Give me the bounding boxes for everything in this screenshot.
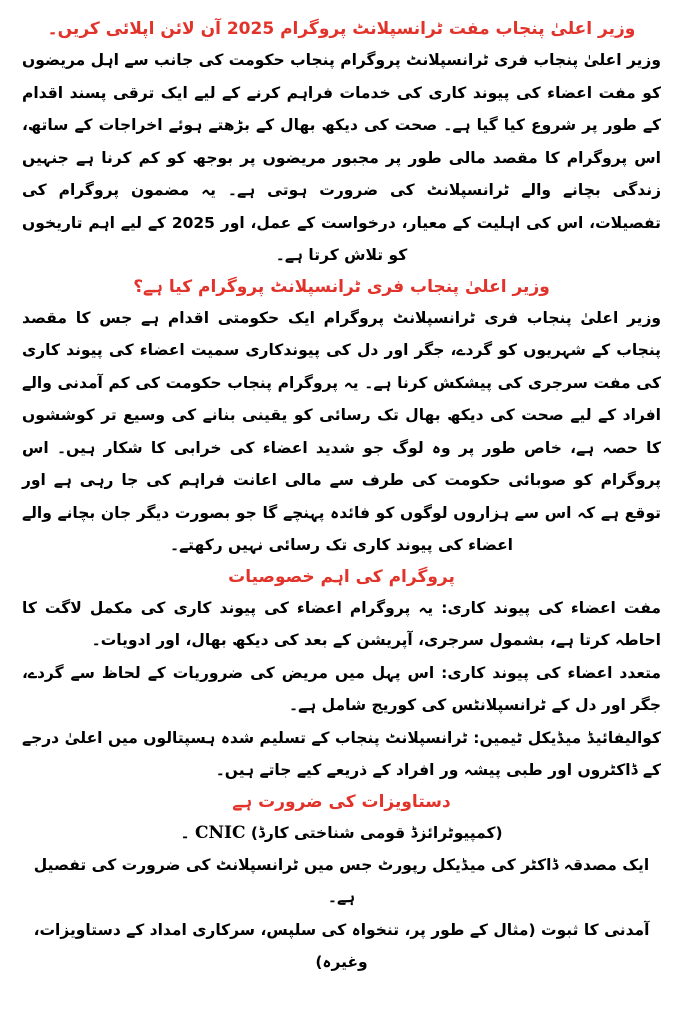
document-cnic [22,817,661,849]
document-income-proof: آمدنی کا ثبوت (مثال کے طور پر، تنخواہ کی سلپس، سرکاری امداد کے دستاویزات، وغیرہ) [33,920,650,971]
cnic-dash: ۔ [180,823,190,842]
section-heading-what-is: وزیر اعلیٰ پنجاب فری ٹرانسپلانٹ پروگرام کیا ہے؟ [133,276,550,297]
feature-medical-teams: کوالیفائیڈ میڈیکل ٹیمیں: ٹرانسپلانٹ پنجاب کے تسلیم شدہ ہسپتالوں میں اعلیٰ درجے کے ڈاکٹروں اور طبی پیشہ ور افراد کے ذریعے کیے جاتے ہیں۔ [22,728,661,779]
cnic-label: CNIC [194,822,246,843]
section-heading-features: پروگرام کی اہم خصوصیات [228,566,455,587]
document-medical-report: ایک مصدقہ ڈاکٹر کی میڈیکل رپورٹ جس میں ٹرانسپلانٹ کی ضرورت کی تفصیل ہے۔ [33,855,650,906]
cnic-description: (کمپیوٹرائزڈ قومی شناختی کارڈ) [250,823,503,842]
intro-paragraph: وزیر اعلیٰ پنجاب فری ٹرانسپلانٹ پروگرام پنجاب حکومت کی جانب سے اہل مریضوں کو مفت اعضاء کی پیوند کاری کی خدمات فراہم کرنے کے لیے ایک ترقی پسند اقدام کے طور پر شروع کیا گیا ہے۔ صحت کی دیکھ بھال کے بڑھتے ہوئے اخراجات کے ساتھ، اس پروگرام کا مقصد مالی طور پر مجبور مریضوں پر بوجھ کو کم کرنا ہے جنہیں زندگی بچانے والے ٹرانسپلانٹ کی ضرورت ہوتی ہے۔ یہ مضمون پروگرام کی تفصیلات، اس کی اہلیت کے معیار، درخواست کے عمل، اور 2025 کے لیے اہم تاریخوں کو تلاش کرتا ہے۔ [22,51,661,264]
what-is-paragraph: وزیر اعلیٰ پنجاب فری ٹرانسپلانٹ پروگرام ایک حکومتی اقدام ہے جس کا مقصد پنجاب کے شہریوں کو گردے، جگر اور دل کی پیوندکاری سمیت اعضاء کی پیوند کاری کی مفت سرجری کی پیشکش کرنا ہے۔ یہ پروگرام پنجاب حکومت کی کم آمدنی والے افراد کے لیے صحت کی دیکھ بھال تک رسائی کو یقینی بنانے کی وسیع تر کوششوں کا حصہ ہے، خاص طور پر وہ لوگ جو شدید اعضاء کی خرابی کا شکار ہیں۔ اس پروگرام کو صوبائی حکومت کی طرف سے مالی اعانت فراہم کی جا رہی ہے اور توقع ہے کہ اس سے ہزاروں لوگوں کو فائدہ پہنچے گا جو بصورت دیگر جان بچانے والے اعضاء کی پیوند کاری تک رسائی نہیں رکھتے۔ [22,308,661,554]
section-heading-documents: دستاویزات کی ضرورت ہے [232,791,451,812]
feature-free-transplant: مفت اعضاء کی پیوند کاری: یہ پروگرام اعضاء کی پیوند کاری کی مکمل لاگت کا احاطہ کرتا ہے، بشمول سرجری، آپریشن کے بعد کی دیکھ بھال، اور ادویات۔ [22,598,661,649]
feature-multiple-organs: متعدد اعضاء کی پیوند کاری: اس پہل میں مریض کی ضروریات کے لحاظ سے گردے، جگر اور دل کے ٹرانسپلانٹس کی کوریج شامل ہے۔ [22,663,661,714]
article-title: وزیر اعلیٰ پنجاب مفت ٹرانسپلانٹ پروگرام 2025 آن لائن اپلائی کریں۔ [47,19,636,39]
